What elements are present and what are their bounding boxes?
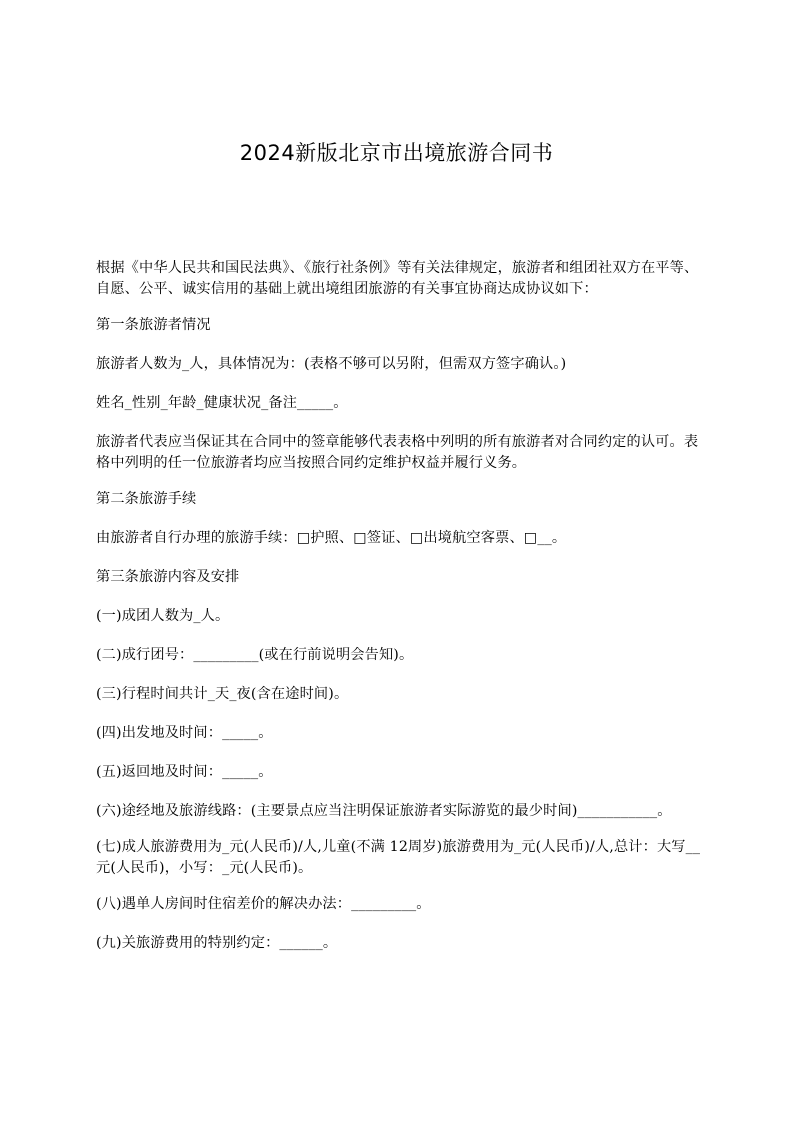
clause-1-group-size: (一)成团人数为_人。 — [96, 608, 230, 624]
clause-7-fees: (七)成人旅游费用为_元(人民币)/人,儿童(不满 12周岁)旅游费用为_元(人民币)/人,总计：大写__元(人民币)，小写：_元(人民币)。 — [96, 839, 701, 876]
clause-9-special-terms: (九)关旅游费用的特别约定：______。 — [96, 935, 338, 951]
document-body — [96, 258, 706, 972]
clause-4-departure: (四)出发地及时间：_____。 — [96, 725, 273, 741]
document-title: 2024新版北京市出境旅游合同书 — [239, 141, 554, 165]
traveler-info-line: 姓名_性别_年龄_健康状况_备注_____。 — [96, 395, 348, 411]
article-3-heading: 第三条旅游内容及安排 — [96, 569, 240, 585]
clause-3-duration: (三)行程时间共计_天_夜(含在途时间)。 — [96, 686, 349, 702]
clause-6-route: (六)途经地及旅游线路：(主要景点应当注明保证旅游者实际游览的最少时间)___________。 — [96, 803, 672, 819]
article-2-heading: 第二条旅游手续 — [96, 491, 197, 507]
travel-documents-paragraph: 由旅游者自行办理的旅游手续：□护照、□签证、□出境航空客票、□__。 — [96, 530, 567, 546]
representative-paragraph: 旅游者代表应当保证其在合同中的签章能够代表表格中列明的所有旅游者对合同约定的认可。表格中列明的任一位旅游者均应当按照合同约定维护权益并履行义务。 — [96, 434, 699, 471]
clause-5-return: (五)返回地及时间：_____。 — [96, 764, 273, 780]
preamble-paragraph: 根据《中华人民共和国民法典》、《旅行社条例》等有关法律规定，旅游者和组团社双方在平等、自愿、公平、诚实信用的基础上就出境组团旅游的有关事宜协商达成协议如下： — [96, 260, 699, 297]
clause-2-group-number: (二)成行团号：_________(或在行前说明会告知)。 — [96, 647, 414, 663]
clause-8-single-room: (八)遇单人房间时住宿差价的解决办法：_________。 — [96, 896, 431, 912]
traveler-count-paragraph: 旅游者人数为_人，具体情况为：(表格不够可以另附，但需双方签字确认。) — [96, 356, 567, 372]
article-1-heading: 第一条旅游者情况 — [96, 317, 211, 333]
